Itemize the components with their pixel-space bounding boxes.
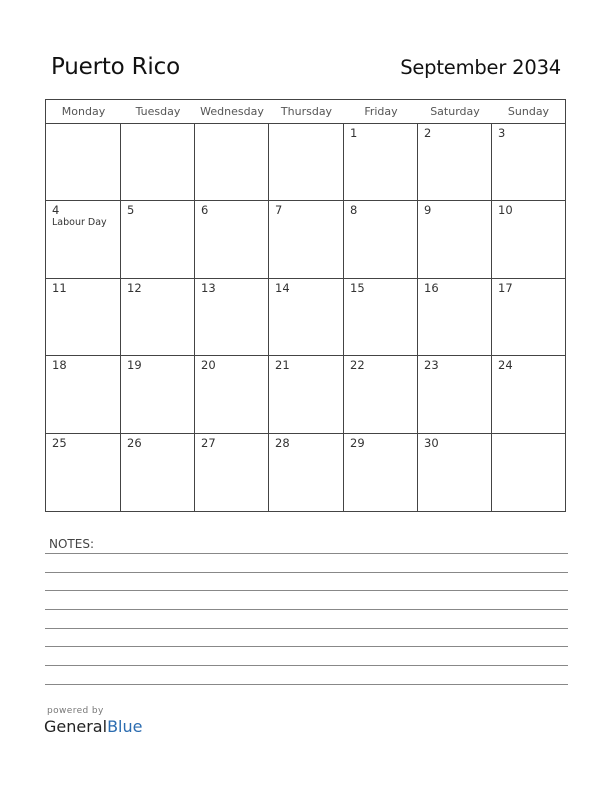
note-line (45, 665, 568, 666)
brand-logo (44, 717, 142, 736)
powered-by-text: powered by (47, 706, 104, 716)
day-cell (418, 356, 492, 433)
note-line (45, 684, 568, 685)
day-number: 13 (201, 280, 216, 295)
day-cell (121, 124, 195, 201)
day-number: 27 (201, 435, 216, 450)
day-number: 19 (127, 358, 142, 373)
day-number: 29 (350, 435, 365, 450)
day-number: 24 (498, 358, 513, 373)
day-number: 25 (52, 435, 67, 450)
day-cell (269, 356, 344, 433)
note-line (45, 553, 568, 554)
day-number: 7 (275, 203, 283, 218)
day-number: 2 (424, 126, 432, 140)
day-cell (269, 124, 344, 201)
day-cell (121, 279, 195, 356)
note-line (45, 646, 568, 647)
day-number: 4 (52, 203, 60, 218)
day-cell (344, 356, 418, 433)
day-cell (269, 434, 344, 511)
calendar-title: Puerto Rico (51, 54, 180, 80)
calendar-grid (45, 99, 566, 512)
day-number: 30 (424, 435, 439, 450)
note-line (45, 609, 568, 610)
day-cell (195, 279, 269, 356)
day-number: 1 (350, 126, 358, 140)
brand-general-text: General (44, 717, 108, 736)
day-number: 16 (424, 280, 439, 295)
day-number: 8 (350, 203, 358, 218)
day-cell (344, 201, 418, 278)
day-cell (344, 279, 418, 356)
day-cell (344, 124, 418, 201)
day-cell (418, 434, 492, 511)
day-cell (195, 201, 269, 278)
weekday-header: Friday (364, 105, 398, 118)
day-number: 15 (350, 280, 365, 295)
day-cell (195, 356, 269, 433)
day-cell (492, 201, 565, 278)
day-cell (269, 279, 344, 356)
weekday-header-row (46, 100, 565, 124)
day-cell (418, 124, 492, 201)
day-cell (269, 201, 344, 278)
weekday-header: Saturday (430, 105, 480, 118)
day-number: 21 (275, 358, 290, 373)
day-cell (121, 201, 195, 278)
day-number: 18 (52, 358, 67, 373)
day-cell (46, 201, 121, 278)
holiday-label: Labour Day (52, 217, 107, 229)
day-number: 28 (275, 435, 290, 450)
day-number: 10 (498, 203, 513, 218)
day-cell (492, 124, 565, 201)
note-line (45, 590, 568, 591)
day-number: 22 (350, 358, 365, 373)
notes-label: NOTES: (49, 537, 94, 551)
day-cell (195, 124, 269, 201)
calendar-month: September 2034 (400, 56, 561, 79)
day-cell (492, 279, 565, 356)
day-number: 23 (424, 358, 439, 373)
day-number: 6 (201, 203, 209, 218)
day-cell (418, 279, 492, 356)
day-number: 5 (127, 203, 135, 218)
day-cell (121, 356, 195, 433)
day-number: 14 (275, 280, 290, 295)
weekday-header: Wednesday (200, 105, 264, 118)
day-cell (492, 434, 565, 511)
day-number: 17 (498, 280, 513, 295)
day-number: 11 (52, 280, 67, 295)
day-number: 20 (201, 358, 216, 373)
day-cell (46, 124, 121, 201)
note-line (45, 572, 568, 573)
day-cell (46, 356, 121, 433)
weekday-header: Tuesday (135, 105, 181, 118)
day-number: 9 (424, 203, 432, 218)
day-cell (195, 434, 269, 511)
weekday-header: Sunday (507, 105, 550, 118)
day-number: 26 (127, 435, 142, 450)
day-cell (46, 279, 121, 356)
day-cell (344, 434, 418, 511)
note-line (45, 628, 568, 629)
weekday-header: Thursday (280, 105, 333, 118)
day-cell (492, 356, 565, 433)
weekday-header: Monday (61, 105, 106, 118)
day-cell (418, 201, 492, 278)
day-number: 3 (498, 126, 506, 140)
day-cell (121, 434, 195, 511)
day-number: 12 (127, 280, 142, 295)
brand-blue-text: Blue (107, 717, 143, 736)
day-cell (46, 434, 121, 511)
